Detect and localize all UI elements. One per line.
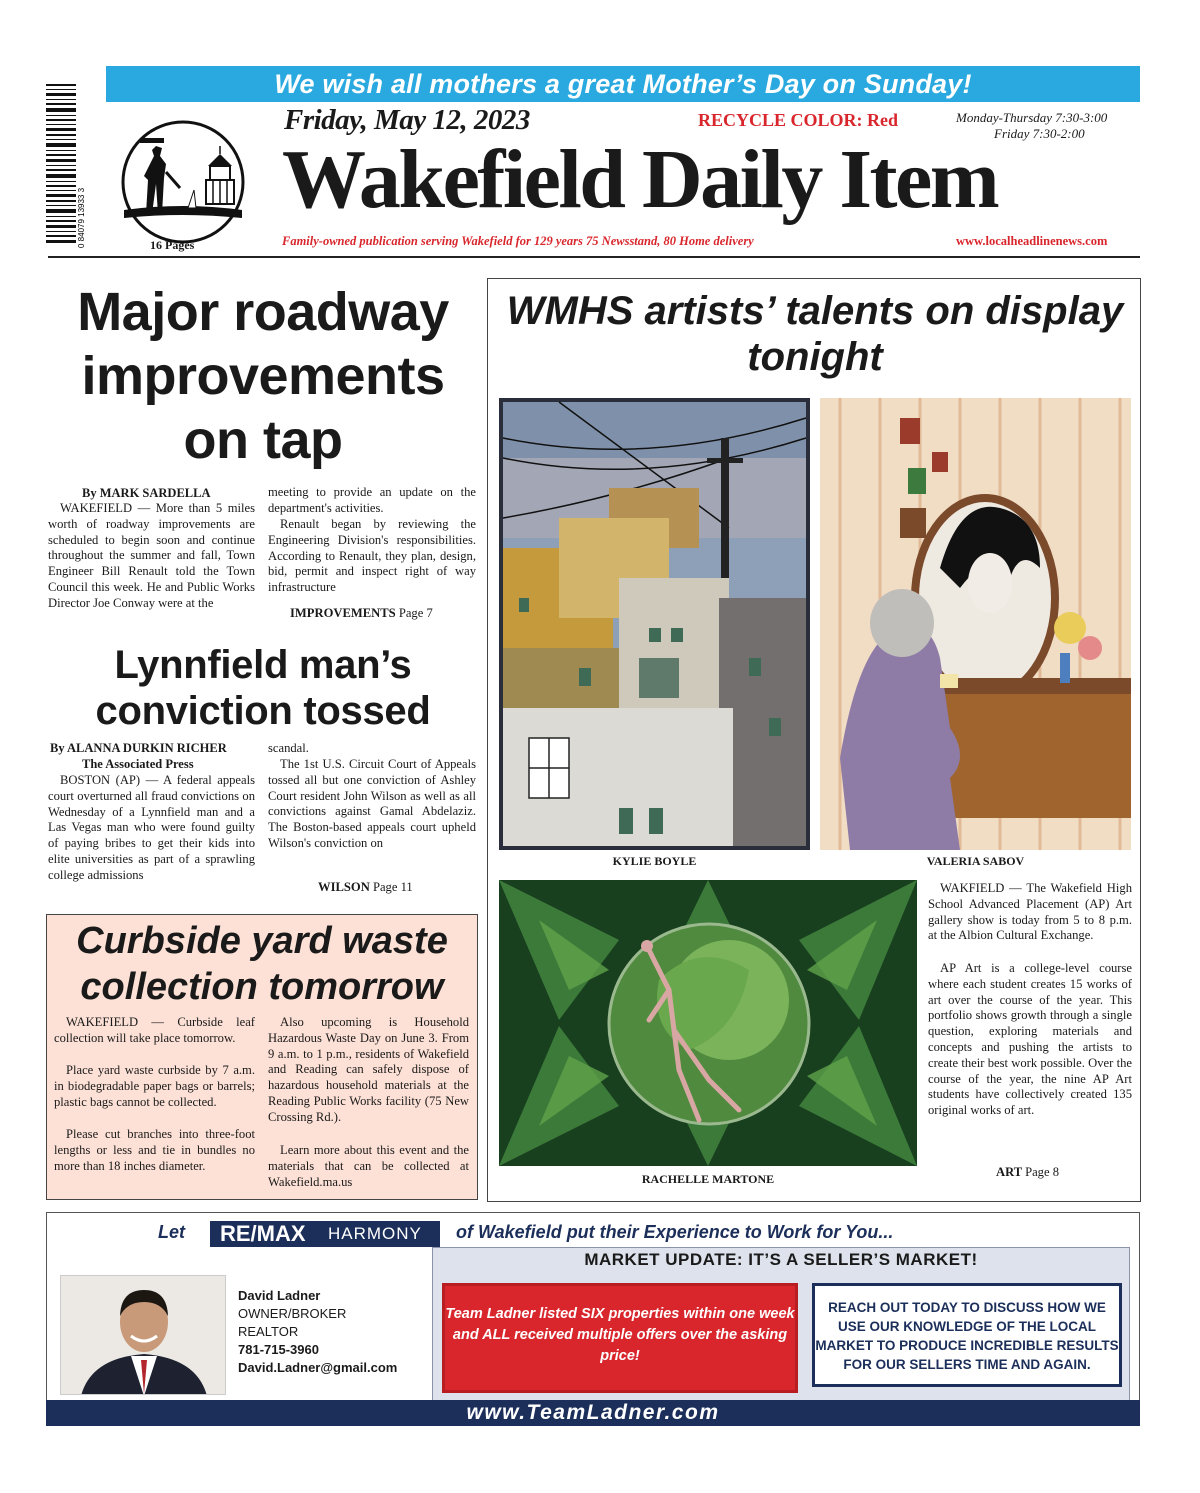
- agent-email[interactable]: David.Ladner@gmail.com: [238, 1360, 398, 1375]
- newspaper-title: Wakefield Daily Item: [282, 133, 998, 226]
- story1-headline: Major roadway improvements on tap: [77, 282, 449, 470]
- story1-col2b: Renault began by reviewing the Engineering Division's responsibilities. According to Renault, they plan, design, bid, permit and inspect right of way infrastructure: [268, 517, 476, 595]
- story1-col2a: meeting to provide an update on the department's activities.: [268, 485, 476, 515]
- story1-jump-page: Page 7: [398, 606, 433, 620]
- agent-info: [238, 1287, 397, 1377]
- story2-jump[interactable]: [318, 880, 413, 895]
- agent-title-2: REALTOR: [238, 1324, 299, 1339]
- story2-agency: The Associated Press: [82, 757, 194, 771]
- story1-byline: By MARK SARDELLA: [82, 486, 211, 500]
- story3-headline: Curbside yard waste collection tomorrow: [76, 920, 448, 1008]
- story3-col2b: Learn more about this event and the materials that can be collected at Wakefield.ma.us: [268, 1143, 469, 1189]
- story2-jump-page: Page 11: [372, 880, 413, 894]
- story2-headline: Lynnfield man’s conviction tossed: [95, 643, 431, 733]
- minuteman-logo: [110, 118, 256, 248]
- story3-col1c: Please cut branches into three-foot lengths or less and tie in bundles no more than 18 inches diameter.: [54, 1127, 255, 1173]
- story2-col2b: The 1st U.S. Circuit Court of Appeals tossed all but one conviction of Ashley Court resident John Wilson as well as all convictions against Gamal Abdelaziz. The Boston-based appeals court upheld Wilson's conviction on: [268, 757, 476, 850]
- agent-photo: [60, 1275, 226, 1395]
- listing-results-box: Team Ladner listed SIX properties within one week and ALL received multiple offers over the asking price!: [442, 1283, 798, 1393]
- art-headline: WMHS artists’ talents on display tonight: [506, 289, 1124, 379]
- masthead-rule: [48, 256, 1140, 258]
- artwork-rachelle-martone: [499, 880, 917, 1166]
- art-paragraph-1: WAKFIELD — The Wakefield High School Advanced Placement (AP) Art gallery show is today from 5 to 8 p.m. at the Albion Cultural Exchange.: [928, 881, 1132, 943]
- remax-logo: [210, 1221, 440, 1247]
- story3-col1b: Place yard waste curbside by 7 a.m. in biodegradable paper bags or barrels; plastic bags cannot be collected.: [54, 1063, 255, 1109]
- story2-byline: By ALANNA DURKIN RICHER: [50, 741, 227, 755]
- market-update-title: MARKET UPDATE: IT’S A SELLER’S MARKET!: [584, 1250, 978, 1269]
- caption-rachelle-martone: RACHELLE MARTONE: [641, 1172, 775, 1186]
- story2-col1: BOSTON (AP) — A federal appeals court overturned all fraud convictions on Wednesday of a Lynnfield man and a Las Vegas man who were found guilty of paying bribes to get their kids into elite universities as part of a sprawling college admissions: [48, 773, 255, 882]
- reach-out-box: REACH OUT TODAY TO DISCUSS HOW WE USE OUR KNOWLEDGE OF THE LOCAL MARKET TO PRODUCE INCREDIBLE RESULTS FOR OUR SELLERS TIME AND AGAIN.: [812, 1283, 1122, 1387]
- remax-brand: RE/MAX: [220, 1221, 306, 1246]
- art-paragraph-2: AP Art is a college-level course where each student creates 15 works of art over the course of the year. This portfolio shows growth through a single question, exploring materials and concepts and pushing the artists to create their best work possible. Over the course of the year, the nine AP Art students have collectively created 135 original works of art.: [928, 961, 1132, 1118]
- story1-col1: WAKEFIELD — More than 5 miles worth of roadway improvements are scheduled to begin soon and continue throughout the summer and fall, Town Engineer Bill Renault told the Town Council this week. He and Public Works Director Joe Conway were at the: [48, 501, 255, 610]
- art-jump-page: Page 8: [1025, 1165, 1060, 1179]
- masthead-website[interactable]: www.localheadlinenews.com: [956, 234, 1108, 248]
- ad-let: Let: [158, 1222, 185, 1242]
- art-jump-label: ART: [996, 1165, 1022, 1179]
- remax-sub: HARMONY: [328, 1224, 422, 1243]
- story3-col1a: WAKEFIELD — Curbside leaf collection will take place tomorrow.: [54, 1015, 255, 1045]
- art-jump[interactable]: [996, 1165, 1059, 1180]
- artwork-valeria-sabov: [820, 398, 1131, 850]
- recycle-color: RECYCLE COLOR: Red: [698, 110, 899, 130]
- story3-col2a: Also upcoming is Household Hazardous Waste Day on June 3. From 9 a.m. to 1 p.m., residents of Wakefield and Reading can safely dispose of hazardous household materials at the Reading Public Works facility (75 New Crossing Rd.).: [268, 1015, 469, 1124]
- office-hours-friday: Friday 7:30-2:00: [994, 126, 1085, 141]
- team-ladner-url[interactable]: www.TeamLadner.com: [46, 1400, 1140, 1426]
- agent-name: David Ladner: [238, 1288, 321, 1303]
- agent-title-1: OWNER/BROKER: [238, 1306, 347, 1321]
- ad-tagline: of Wakefield put their Experience to Work for You...: [456, 1222, 894, 1242]
- story2-col2a: scandal.: [268, 741, 309, 755]
- story1-jump-label: IMPROVEMENTS: [290, 606, 396, 620]
- barcode-digits: 0 84079 13933 3: [77, 187, 86, 248]
- office-hours-weekday: Monday-Thursday 7:30-3:00: [956, 110, 1108, 125]
- caption-valeria-sabov: VALERIA SABOV: [926, 854, 1025, 868]
- story1-jump[interactable]: [290, 606, 433, 621]
- masthead-tagline: Family-owned publication serving Wakefield for 129 years 75 Newsstand, 80 Home delivery: [282, 234, 754, 248]
- agent-phone[interactable]: 781-715-3960: [238, 1342, 319, 1357]
- issue-date: Friday, May 12, 2023: [284, 104, 530, 136]
- barcode: [44, 80, 88, 250]
- artwork-kylie-boyle: [499, 398, 810, 850]
- story2-jump-label: WILSON: [318, 880, 370, 894]
- mothers-day-banner: We wish all mothers a great Mother’s Day on Sunday!: [106, 66, 1140, 102]
- page-count: 16 Pages: [150, 238, 195, 252]
- caption-kylie-boyle: KYLIE BOYLE: [612, 854, 697, 868]
